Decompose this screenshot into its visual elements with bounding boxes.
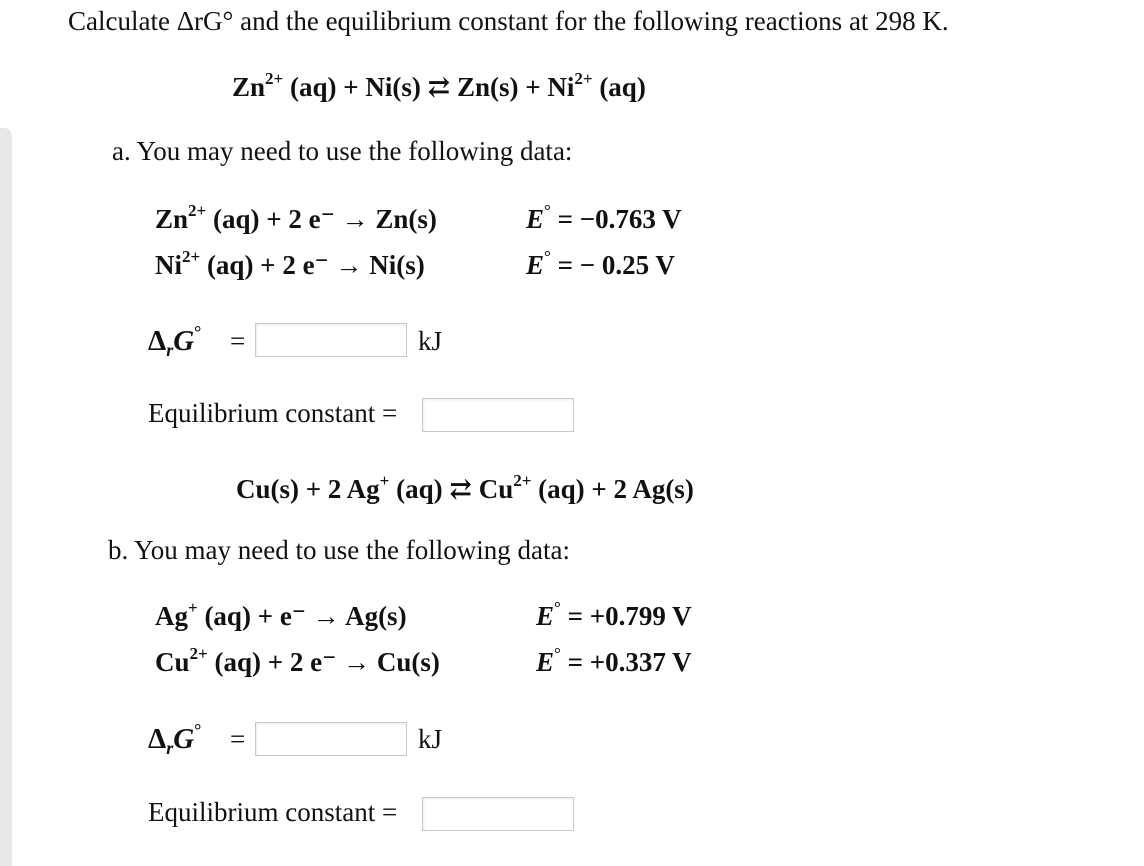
potential-b2: E° = +0.337 V [536, 644, 692, 677]
reaction-b-ag-charge: + [379, 471, 390, 490]
potential-b1: E° = +0.799 V [536, 598, 692, 631]
degree-symbol: ° [544, 247, 551, 266]
delta-g-input-a[interactable] [255, 323, 407, 357]
half-reaction-a1-species: Zn [155, 204, 189, 234]
half-reaction-a2-charge: 2+ [182, 247, 201, 266]
e-symbol: E [526, 204, 545, 234]
equilibrium-label-b: Equilibrium constant = [148, 797, 398, 827]
delta-g-equals-b: = [230, 724, 246, 754]
half-reaction-b1: Ag+ (aq) + e⁻ → Ag(s) [155, 598, 407, 631]
part-b-data-intro: b. You may need to use the following data: [108, 535, 570, 565]
potential-a1-value: = −0.763 V [557, 204, 682, 234]
delta-g-equals-a: = [230, 326, 246, 356]
half-reaction-b2: $Cu^{2+}$ (aq) + 2 e⁻ → Cu(s) [155, 644, 440, 677]
question-prompt: Calculate ΔrG° and the equilibrium constant for the following reactions at 298 K. [68, 6, 949, 36]
half-reaction-a2 [155, 247, 425, 281]
reaction-b: Cu(s) + 2 Ag+ (aq) ⇄ $Cu^{2+}$ (aq) + 2 Ag(s) [236, 471, 694, 504]
degree-symbol: ° [544, 201, 551, 220]
delta-g-unit-a: kJ [418, 326, 443, 356]
potential-a1 [526, 201, 682, 235]
half-reaction-a2-species: Ni [155, 250, 182, 280]
delta-g-input-b[interactable] [255, 722, 407, 756]
e-symbol: E [526, 250, 545, 280]
part-a-data-intro: a. You may need to use the following data: [112, 136, 573, 166]
reaction-a [232, 69, 646, 103]
half-reaction-a1-rest: (aq) + 2 e⁻ → Zn(s) [206, 204, 437, 234]
equilibrium-label-a: Equilibrium constant = [148, 398, 398, 428]
half-reaction-a2-rest: (aq) + 2 e⁻ → Ni(s) [200, 250, 425, 280]
delta-g-unit-b: kJ [418, 724, 443, 754]
delta-g-label-a: $\Delta_rG^\circ$ [148, 322, 202, 360]
equilibrium-input-b[interactable] [422, 797, 574, 831]
left-rail [0, 128, 12, 866]
half-reaction-a1-charge: 2+ [188, 201, 207, 220]
reaction-a-zn-charge: 2+ [265, 69, 284, 88]
potential-a2-value: = − 0.25 V [557, 250, 675, 280]
half-reaction-a1 [155, 201, 437, 235]
equilibrium-input-a[interactable] [422, 398, 574, 432]
reaction-a-zn: Zn [232, 72, 266, 102]
reaction-a-ni-charge: 2+ [574, 69, 593, 88]
potential-a2 [526, 247, 675, 281]
reaction-a-right-rest: (aq) [592, 72, 646, 102]
reaction-b-cu-charge: 2+ [513, 471, 532, 490]
reaction-a-left-rest: (aq) + Ni(s) ⇄ Zn(s) + Ni [283, 72, 575, 102]
delta-g-label-b: $\Delta_rG^\circ$ [148, 720, 202, 758]
